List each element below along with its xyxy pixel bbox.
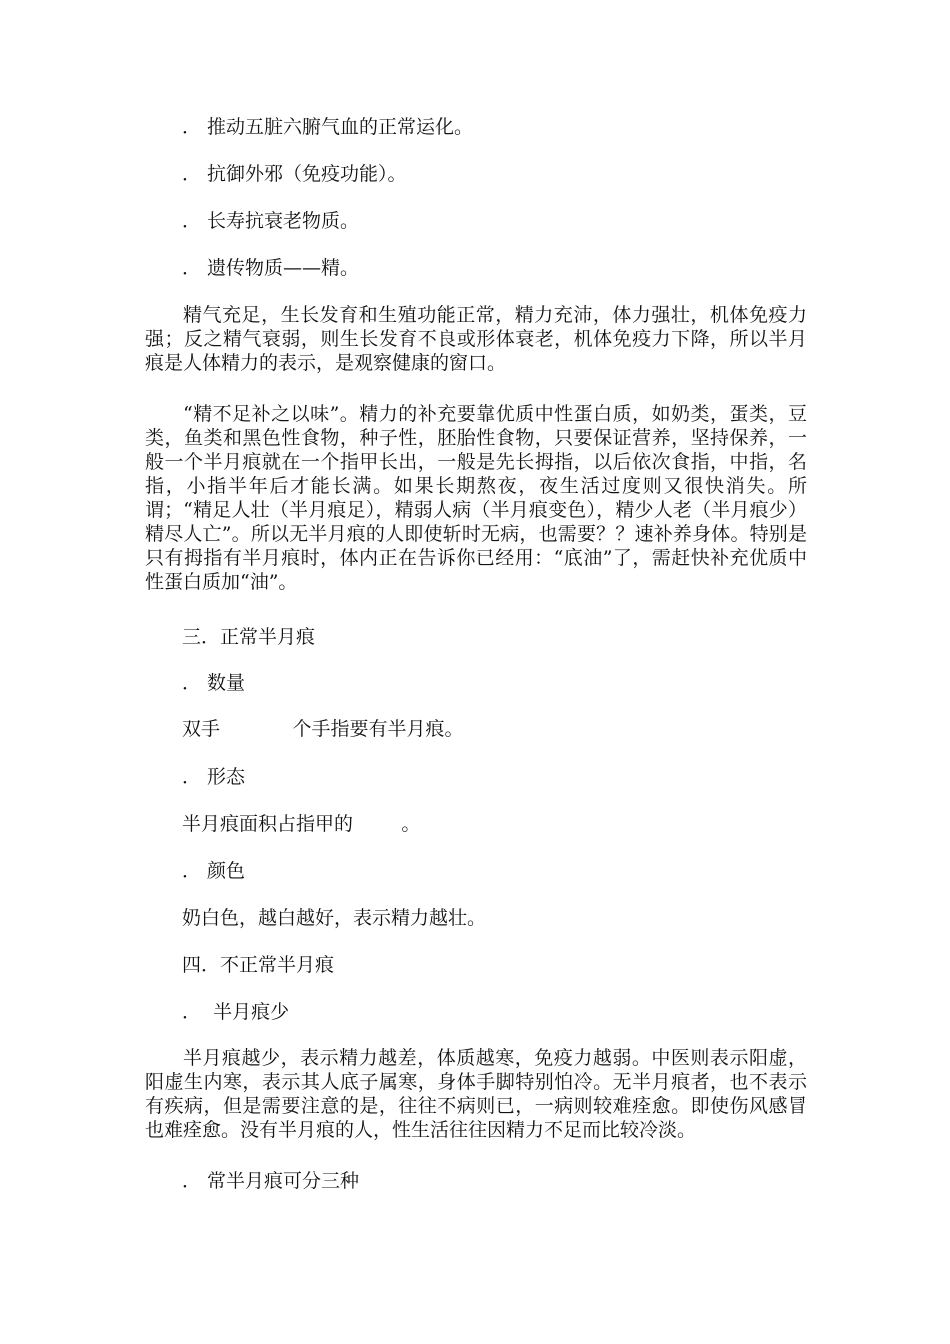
bullet-item-3: ． 长寿抗衰老物质。 <box>182 210 360 232</box>
color-text: 奶白色，越白越好，表示精力越壮。 <box>182 907 487 929</box>
paragraph-few-lunula: 半月痕越少，表示精力越差，体质越寒，免疫力越弱。中医则表示阳虚，阳虚生内寒，表示其人底子属寒，身体手脚特别怕冷。无半月痕者，也不表示有疾病，但是需要注意的是，往往不病则已，一病则较难痊愈。即使伤风感冒也难痊愈。没有半月痕的人，性生活往往因精力不足而比较冷淡。 <box>145 1047 807 1141</box>
three-kinds-label: ． 常半月痕可分三种 <box>182 1170 360 1192</box>
shape-label: ． 形态 <box>182 766 246 788</box>
paragraph-nourish: “精不足补之以味”。精力的补充要靠优质中性蛋白质，如奶类，蛋类，豆类，鱼类和黑色性食物，种子性，胚胎性食物，只要保证营养，坚持保养，一般一个半月痕就在一个指甲长出，一般是先长拇指，以后依次食指，中指，名指，小指半年后才能长满。如果长期熬夜，夜生活过度则又很快消失。所谓；“精足人壮（半月痕足），精弱人病（半月痕变色），精少人老（半月痕少）精尽人亡”。所以无半月痕的人即使斩时无病，也需要？？速补养身体。特别是只有拇指有半月痕时，体内正在告诉你已经用：“底油”了，需赶快补充优质中性蛋白质加“油”。 <box>145 403 807 593</box>
bullet-item-4: ． 遗传物质——精。 <box>182 257 360 279</box>
quantity-label: ． 数量 <box>182 672 246 694</box>
few-lunula-label: ． 半月痕少 <box>182 1001 290 1023</box>
quantity-text: 双手 个手指要有半月痕。 <box>182 718 464 740</box>
section-4-heading: 四．不正常半月痕 <box>182 954 335 976</box>
bullet-item-1: ． 推动五脏六腑气血的正常运化。 <box>182 116 474 138</box>
section-3-heading: 三．正常半月痕 <box>182 626 316 648</box>
shape-text: 半月痕面积占指甲的 。 <box>182 813 421 835</box>
bullet-item-2: ． 抗御外邪（免疫功能）。 <box>182 163 407 185</box>
paragraph-essence: 精气充足，生长发育和生殖功能正常，精力充沛，体力强壮，机体免疫力强；反之精气衰弱，则生长发育不良或形体衰老，机体免疫力下降，所以半月痕是人体精力的表示，是观察健康的窗口。 <box>145 304 807 374</box>
color-label: ． 颜色 <box>182 860 246 882</box>
